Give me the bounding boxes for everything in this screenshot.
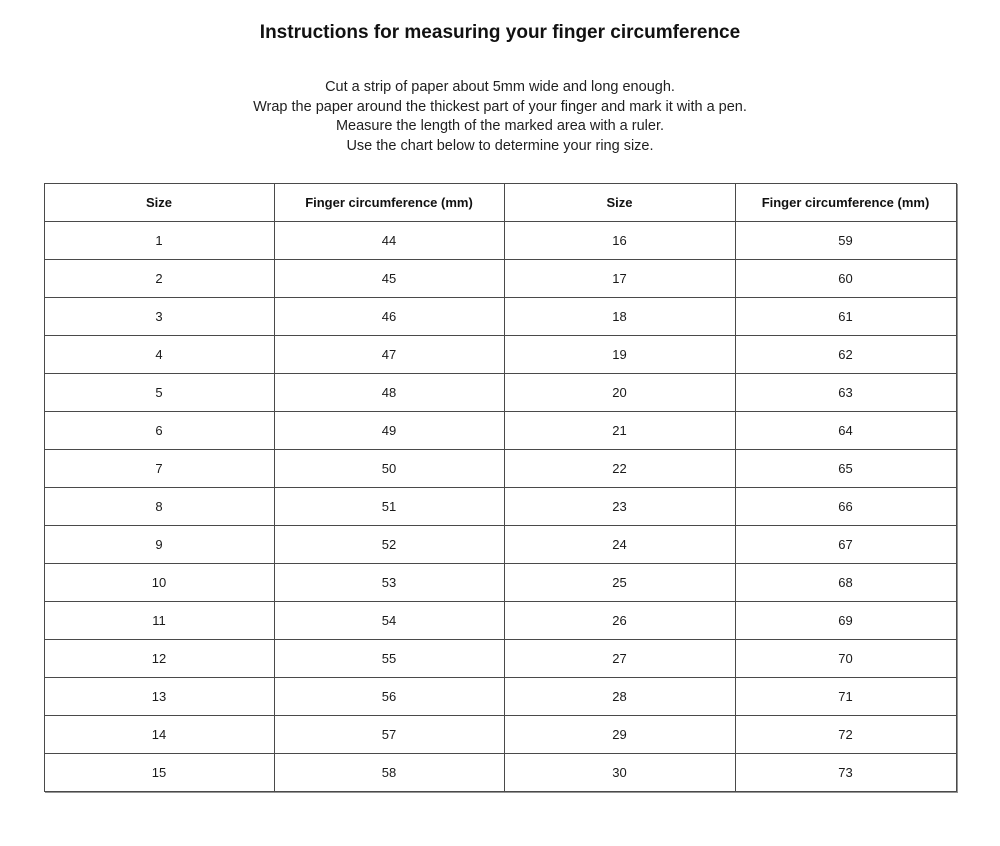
circumference-cell: 45 [274,260,504,298]
circumference-cell: 58 [274,754,504,792]
circumference-cell: 50 [274,450,504,488]
size-cell: 18 [504,298,735,336]
size-cell: 11 [44,602,274,640]
circumference-cell: 63 [735,374,956,412]
header-row [44,184,956,222]
size-cell: 2 [44,260,274,298]
size-cell: 27 [504,640,735,678]
circumference-cell: 71 [735,678,956,716]
circumference-cell: 69 [735,602,956,640]
column-header: Size [504,184,735,222]
instruction-line: Cut a strip of paper about 5mm wide and long enough. [325,79,675,95]
instruction-line: Wrap the paper around the thickest part of your finger and mark it with a pen. [253,98,747,115]
circumference-cell: 64 [735,412,956,450]
size-cell: 5 [44,374,274,412]
table-row [44,450,956,488]
table-row [44,336,956,374]
table-row [44,412,956,450]
circumference-cell: 54 [274,602,504,640]
size-cell: 13 [44,678,274,716]
size-cell: 19 [504,336,735,374]
size-cell: 23 [504,488,735,526]
circumference-cell: 68 [735,564,956,602]
circumference-cell: 49 [274,412,504,450]
ring-size-table [44,183,957,792]
size-cell: 7 [44,450,274,488]
size-cell: 25 [504,564,735,602]
size-cell: 16 [504,222,735,260]
column-header: Finger circumference (mm) [735,184,956,222]
table-row [44,602,956,640]
size-cell: 21 [504,412,735,450]
circumference-cell: 44 [274,222,504,260]
circumference-cell: 55 [274,640,504,678]
size-cell: 26 [504,602,735,640]
column-header: Size [44,184,274,222]
circumference-cell: 60 [735,260,956,298]
table-row [44,298,956,336]
size-cell: 28 [504,678,735,716]
circumference-cell: 47 [274,336,504,374]
circumference-cell: 73 [735,754,956,792]
circumference-cell: 65 [735,450,956,488]
size-cell: 9 [44,526,274,564]
size-cell: 3 [44,298,274,336]
size-cell: 24 [504,526,735,564]
size-cell: 6 [44,412,274,450]
circumference-cell: 72 [735,716,956,754]
size-cell: 14 [44,716,274,754]
instruction-line: Use the chart below to determine your ring size. [346,137,654,154]
circumference-cell: 67 [735,526,956,564]
circumference-cell: 57 [274,716,504,754]
circumference-cell: 61 [735,298,956,336]
size-cell: 1 [44,222,274,260]
table-row [44,564,956,602]
circumference-cell: 48 [274,374,504,412]
circumference-cell: 46 [274,298,504,336]
size-cell: 15 [44,754,274,792]
table-row [44,374,956,412]
table-row [44,754,956,792]
size-cell: 10 [44,564,274,602]
size-cell: 17 [504,260,735,298]
table-row [44,716,956,754]
instruction-line: Measure the length of the marked area with a ruler. [335,118,665,134]
table-row [44,526,956,564]
size-cell: 4 [44,336,274,374]
circumference-cell: 53 [274,564,504,602]
page-title: Instructions for measuring your finger circumference [259,22,741,43]
measuring-instructions [0,78,1000,156]
circumference-cell: 51 [274,488,504,526]
size-cell: 20 [504,374,735,412]
circumference-cell: 70 [735,640,956,678]
circumference-cell: 62 [735,336,956,374]
table-row [44,640,956,678]
size-cell: 8 [44,488,274,526]
circumference-cell: 59 [735,222,956,260]
size-cell: 29 [504,716,735,754]
circumference-cell: 56 [274,678,504,716]
ring-size-table-header [44,184,956,222]
circumference-cell: 52 [274,526,504,564]
table-row [44,260,956,298]
table-row [44,222,956,260]
table-row [44,678,956,716]
column-header: Finger circumference (mm) [274,184,504,222]
size-cell: 30 [504,754,735,792]
table-row [44,488,956,526]
circumference-cell: 66 [735,488,956,526]
size-cell: 12 [44,640,274,678]
ring-size-table-body [44,222,956,792]
size-cell: 22 [504,450,735,488]
